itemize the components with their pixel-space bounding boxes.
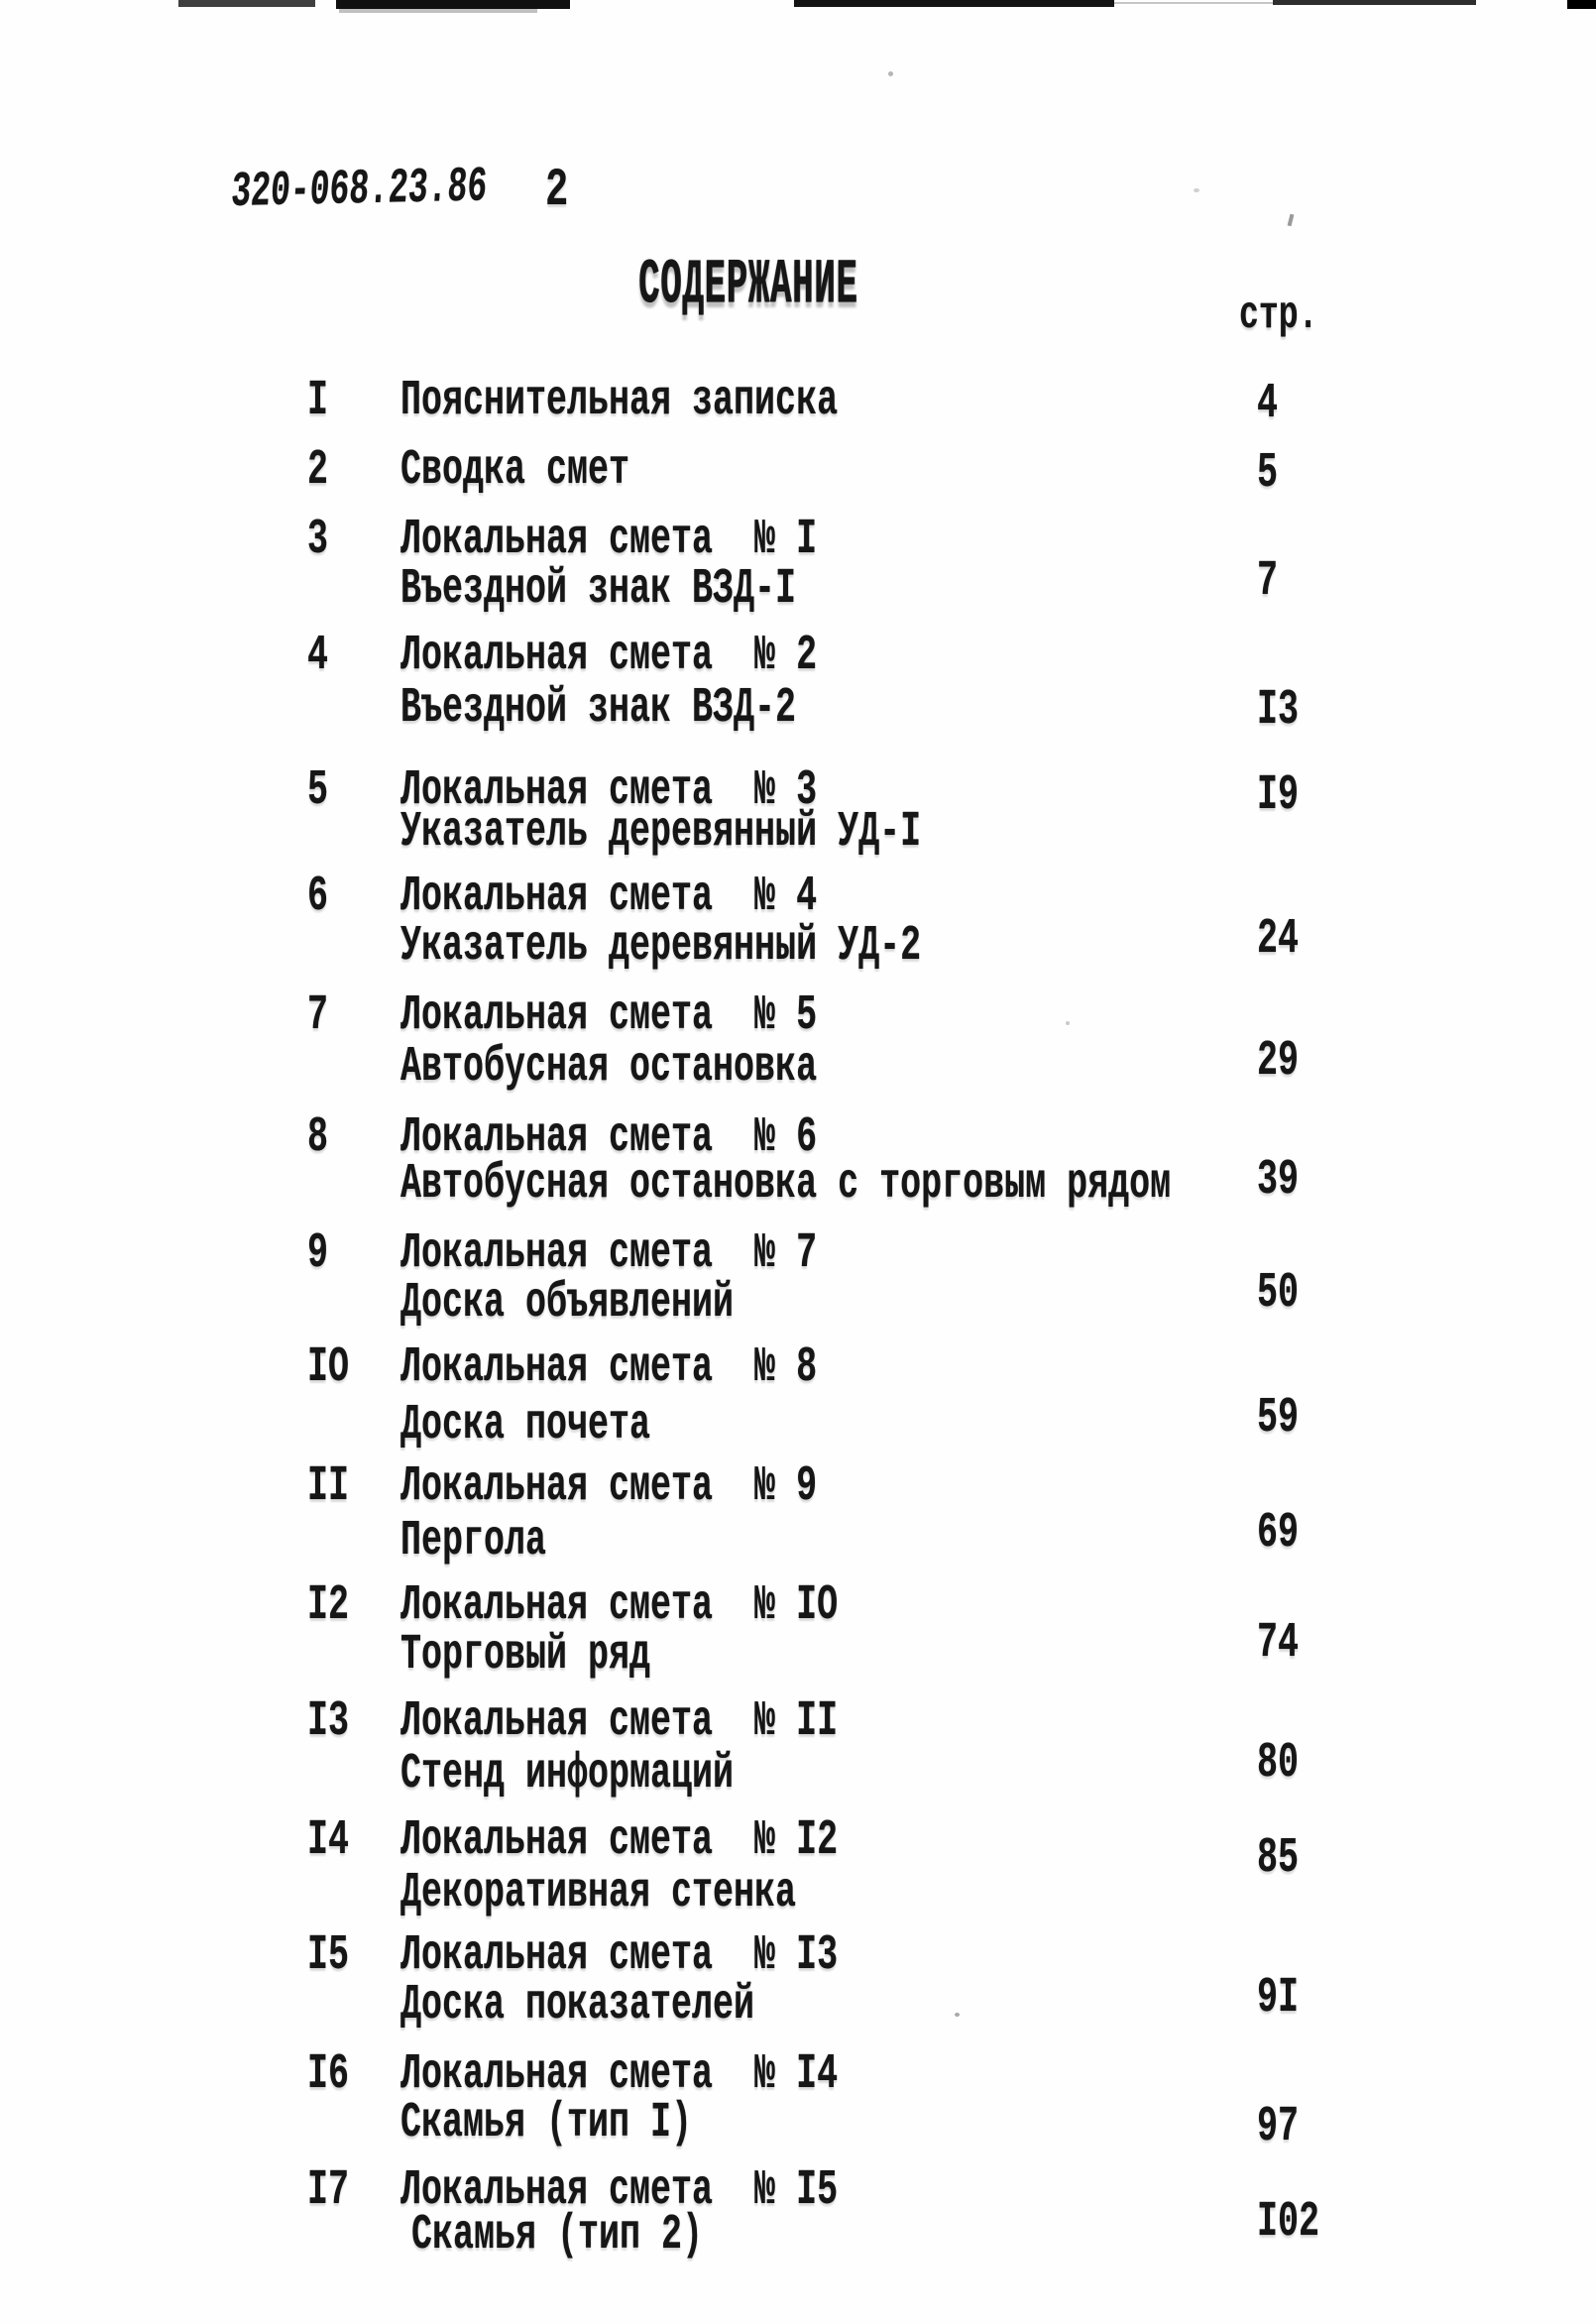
- toc-item-title-line1: Локальная смета № 5: [400, 988, 818, 1044]
- toc-item-page: 50: [1257, 1265, 1300, 1322]
- toc-item-page: 4: [1257, 376, 1279, 432]
- scan-artifact-smudge: [1114, 2, 1273, 4]
- scan-artifact-bar: [336, 0, 570, 9]
- toc-item-title-line1: Локальная смета № 2: [400, 628, 818, 684]
- toc-item-title-line2: Автобусная остановка с торговым рядом: [400, 1156, 1172, 1213]
- toc-item-title-line1: Локальная смета № 4: [400, 869, 818, 925]
- toc-item-title-line2: Пергола: [400, 1513, 547, 1569]
- toc-item-number: IO: [307, 1339, 350, 1396]
- toc-item-number: 2: [307, 442, 329, 499]
- toc-item-number: I4: [307, 1812, 350, 1869]
- toc-item-title-line2: Скамья (тип I): [400, 2095, 693, 2151]
- page-title: СОДЕРЖАНИЕ: [638, 248, 858, 321]
- scan-artifact-bar: [178, 0, 315, 7]
- toc-item-page: 39: [1257, 1152, 1300, 1209]
- toc-item-page: 74: [1257, 1615, 1300, 1672]
- toc-item-title-line1: Локальная смета № 6: [400, 1109, 818, 1166]
- toc-item-title-line1: Локальная смета № 7: [400, 1225, 818, 1282]
- toc-item-number: I7: [307, 2162, 350, 2219]
- toc-item-title-line2: Доска почета: [400, 1397, 651, 1453]
- toc-item-page: 5: [1257, 445, 1279, 502]
- toc-item-number: I5: [307, 1927, 350, 1984]
- toc-item-page: 59: [1257, 1390, 1300, 1447]
- toc-item-page: I9: [1257, 767, 1300, 824]
- toc-item-title-line1: Локальная смета № I5: [400, 2162, 839, 2219]
- toc-item-page: 9I: [1257, 1970, 1300, 2027]
- toc-item-title-line1: Локальная смета № IO: [400, 1577, 839, 1634]
- scan-artifact-bar: [1273, 0, 1476, 5]
- toc-item-title-line1: Локальная смета № I2: [400, 1812, 839, 1869]
- toc-item-title-line2: Декоративная стенка: [400, 1865, 797, 1921]
- toc-item-number: 9: [307, 1225, 329, 1282]
- toc-item-title-line2: Въездной знак ВЗД-2: [400, 680, 797, 737]
- toc-item-page: 24: [1257, 911, 1300, 968]
- doc-number: 320-068.23.86: [229, 159, 490, 221]
- sheet-number: 2: [545, 161, 569, 221]
- toc-item-page: 80: [1257, 1735, 1300, 1792]
- toc-item-title-line2: Стенд информаций: [400, 1746, 735, 1802]
- toc-item-number: 3: [307, 512, 329, 568]
- scan-artifact-speck: [1194, 188, 1199, 192]
- toc-item-number: 4: [307, 628, 329, 684]
- scan-artifact-speck: [955, 2013, 960, 2017]
- toc-item-page: 69: [1257, 1505, 1300, 1562]
- toc-item-title-line2: Указатель деревянный УД-I: [400, 804, 922, 861]
- toc-item-number: I6: [307, 2046, 350, 2103]
- toc-item-title-line1: Локальная смета № I: [400, 512, 818, 568]
- toc-item-number: I3: [307, 1693, 350, 1750]
- toc-item-number: II: [307, 1458, 350, 1515]
- scan-artifact-bar: [1567, 0, 1596, 9]
- toc-item-page: I02: [1257, 2194, 1320, 2251]
- toc-item-title-line2: Скамья (тип 2): [411, 2207, 704, 2264]
- toc-item-page: 85: [1257, 1830, 1300, 1887]
- scan-artifact-smudge: [339, 9, 537, 13]
- scan-artifact-bar: [794, 0, 1114, 7]
- scan-artifact-speck: [1066, 1021, 1070, 1025]
- toc-item-title-line1: Локальная смета № 8: [400, 1339, 818, 1396]
- toc-item-title-line2: Торговый ряд: [400, 1627, 651, 1684]
- toc-item-title-line2: Автобусная остановка: [400, 1039, 818, 1096]
- toc-item-number: 7: [307, 988, 329, 1044]
- toc-item-title-line2: Указатель деревянный УД-2: [400, 918, 922, 975]
- toc-item-title-line1: Локальная смета № II: [400, 1693, 839, 1750]
- toc-item-title-line2: Доска показателей: [400, 1977, 755, 2034]
- toc-item-title-line1: Локальная смета № 3: [400, 762, 818, 819]
- toc-item-page: 7: [1257, 553, 1279, 610]
- scan-artifact-speck: [888, 71, 893, 76]
- toc-item-page: 29: [1257, 1033, 1300, 1090]
- toc-item-title-line1: Локальная смета № I4: [400, 2046, 839, 2103]
- toc-item-number: 6: [307, 869, 329, 925]
- scan-artifact-speck: [1288, 214, 1295, 227]
- toc-item-number: I2: [307, 1577, 350, 1634]
- toc-item-number: 8: [307, 1109, 329, 1166]
- toc-item-title-line1: Локальная смета № I3: [400, 1927, 839, 1984]
- toc-item-title-line2: Въездной знак ВЗД-I: [400, 561, 797, 618]
- toc-item-title-line2: Доска объявлений: [400, 1275, 735, 1332]
- toc-item-number: 5: [307, 762, 329, 819]
- page-column-header: стр.: [1239, 290, 1318, 341]
- toc-item-title-line1: Пояснительная записка: [400, 373, 839, 429]
- toc-item-title-line1: Сводка смет: [400, 442, 630, 499]
- toc-item-title-line1: Локальная смета № 9: [400, 1458, 818, 1515]
- toc-item-number: I: [307, 373, 329, 429]
- toc-item-page: I3: [1257, 682, 1300, 739]
- toc-item-page: 97: [1257, 2099, 1300, 2155]
